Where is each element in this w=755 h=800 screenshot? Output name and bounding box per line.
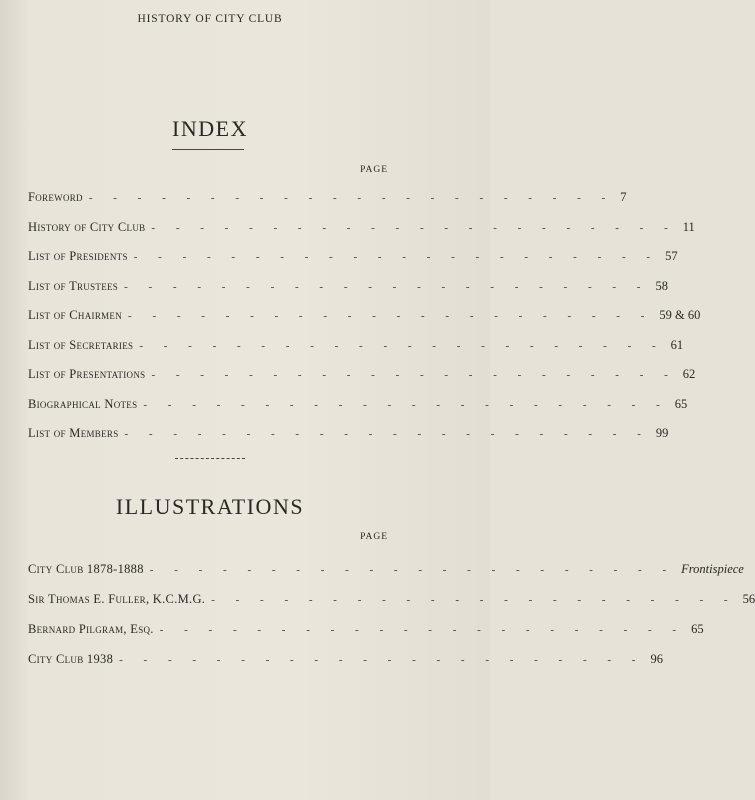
entry-page: 99 [655,426,669,440]
illustrations-title: ILLUSTRATIONS [115,494,305,519]
entry-label: List of Chairmen [28,308,123,322]
illustration-entry [28,652,663,682]
index-entry [28,396,688,427]
index-entry [28,278,668,309]
index-entry [28,190,627,220]
illustration-entries [28,562,755,682]
entry-page: 7 [620,190,627,204]
dot-leader: - - - - - - - - - - - - - - - - - - - - - - [124,280,650,293]
entry-label: List of Members [28,426,119,440]
entry-label: History of City Club [28,219,146,234]
entry-label: List of Trustees [28,278,119,293]
entry-page: 96 [650,652,663,666]
entry-page: 62 [682,367,696,381]
entry-label: Bernard Pilgram, Esq. [28,622,154,636]
entry-label: City Club 1938 [28,652,114,666]
dot-leader: - - - - - - - - - - - - - - - - - - - - - - [151,369,677,381]
dot-leader: - - - - - - - - - - - - - - - - - - - - - - [128,310,654,322]
dot-leader: - - - - - - - - - - - - - - - - - - - - - - [88,192,615,204]
dot-leader: - - - - - - - - - - - - - - - - - - - - - - [119,654,645,666]
entry-label: Foreword [28,190,83,204]
index-entry [28,249,678,279]
entry-page: 11 [682,219,695,234]
illustration-entry [28,562,744,592]
index-page-column-label: PAGE [360,165,388,175]
index-entries [28,190,701,456]
dot-leader: - - - - - - - - - - - - - - - - - - - - - - [139,339,665,352]
illustrations-page-column-label: PAGE [360,532,388,542]
index-entry [28,337,684,368]
entry-label: Biographical Notes [28,396,138,411]
dot-leader: - - - - - - - - - - - - - - - - - - - - - - [211,594,737,606]
dot-leader: - - - - - - - - - - - - - - - - - - - - - - [124,428,650,440]
entry-label: List of Secretaries [28,337,134,352]
section-divider [175,458,245,459]
entry-page: 59 & 60 [659,308,701,322]
entry-page: 58 [655,278,668,293]
index-entry [28,426,669,456]
dot-leader: - - - - - - - - - - - - - - - - - - - - - - [133,251,660,263]
index-title: INDEX [172,116,248,141]
index-entry [28,219,695,250]
entry-page: 61 [670,337,684,352]
dot-leader: - - - - - - - - - - - - - - - - - - - - - - [159,624,686,636]
entry-label: City Club 1878-1888 [28,562,144,576]
illustration-entry [28,622,704,652]
dot-leader: - - - - - - - - - - - - - - - - - - - - - - [151,221,677,234]
entry-page: 65 [674,396,688,411]
index-entry [28,308,701,338]
entry-label: Sir Thomas E. Fuller, K.C.M.G. [28,592,206,606]
entry-page: 57 [665,249,678,263]
illustration-entry [28,592,755,622]
title-underline [172,149,244,150]
dot-leader: - - - - - - - - - - - - - - - - - - - - - - [143,398,669,411]
entry-page: 56 [742,592,755,606]
entry-label: List of Presidents [28,249,128,263]
dot-leader: - - - - - - - - - - - - - - - - - - - - - - [149,564,676,576]
entry-page: Frontispiece [681,562,744,576]
entry-label: List of Presentations [28,367,146,381]
index-entry [28,367,696,397]
entry-page: 65 [691,622,704,636]
running-head: HISTORY OF CITY CLUB [137,13,283,25]
